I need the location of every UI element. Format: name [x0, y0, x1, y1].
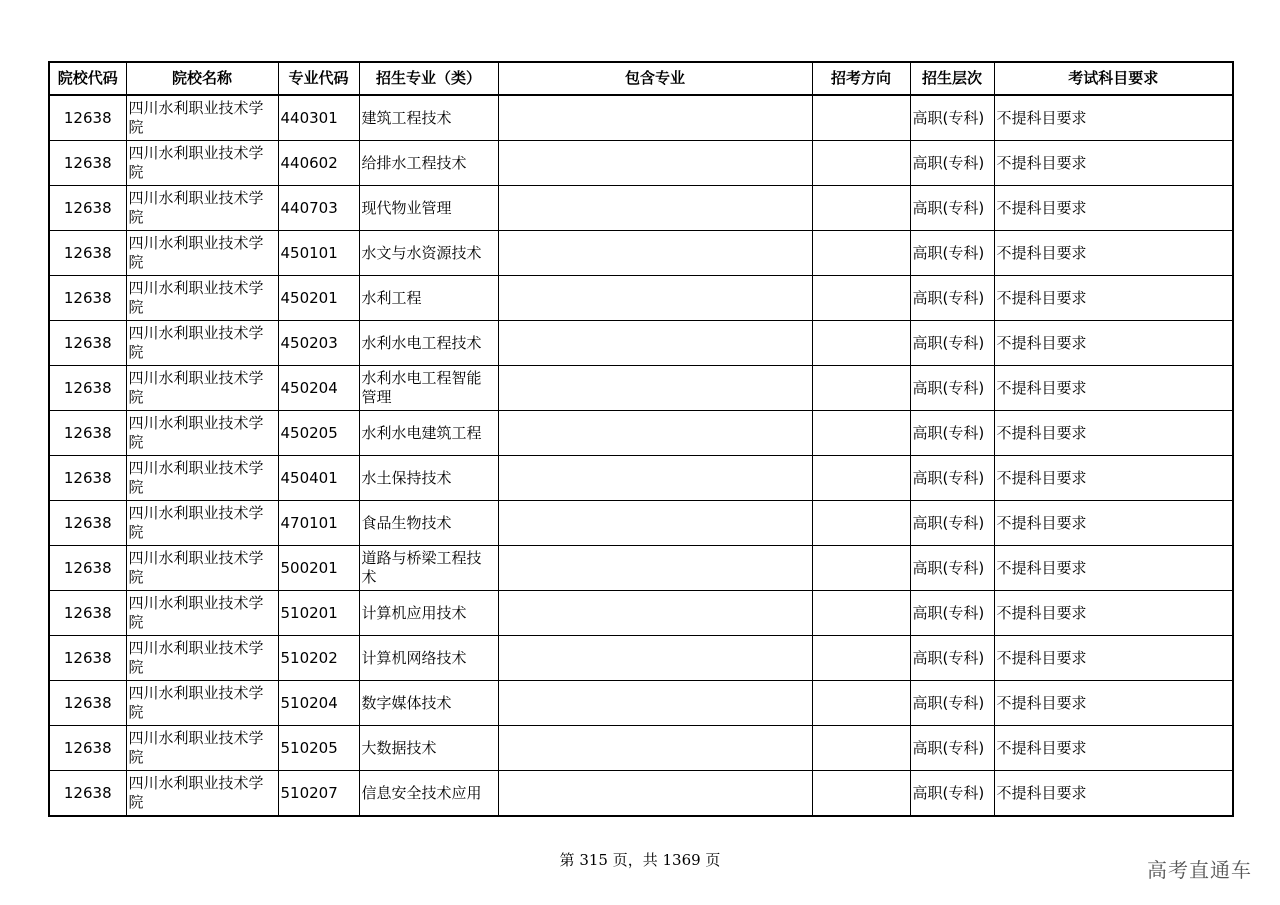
cell-direction [812, 231, 910, 276]
cell-school-code: 12638 [49, 231, 126, 276]
table-row [49, 321, 1233, 366]
table-row [49, 141, 1233, 186]
cell-school-code: 12638 [49, 276, 126, 321]
cell-level: 高职(专科) [910, 456, 994, 501]
cell-school-name: 四川水利职业技术学院 [126, 276, 278, 321]
table-row [49, 636, 1233, 681]
page-number: 第 315 页，共 1369 页 [559, 851, 721, 869]
table-row [49, 186, 1233, 231]
table-row [49, 501, 1233, 546]
cell-school-code: 12638 [49, 546, 126, 591]
cell-major-code: 510201 [278, 591, 359, 636]
cell-requirement: 不提科目要求 [994, 636, 1233, 681]
cell-includes [498, 726, 812, 771]
table-row [49, 546, 1233, 591]
cell-major: 道路与桥梁工程技术 [359, 546, 498, 591]
cell-school-code: 12638 [49, 321, 126, 366]
cell-major: 大数据技术 [359, 726, 498, 771]
cell-requirement: 不提科目要求 [994, 456, 1233, 501]
cell-requirement: 不提科目要求 [994, 591, 1233, 636]
cell-includes [498, 681, 812, 726]
cell-school-code: 12638 [49, 501, 126, 546]
cell-level: 高职(专科) [910, 636, 994, 681]
cell-major-code: 510205 [278, 726, 359, 771]
cell-direction [812, 771, 910, 817]
table-row [49, 771, 1233, 817]
cell-major-code: 500201 [278, 546, 359, 591]
cell-major: 水利水电建筑工程 [359, 411, 498, 456]
cell-school-name: 四川水利职业技术学院 [126, 231, 278, 276]
cell-requirement: 不提科目要求 [994, 681, 1233, 726]
cell-direction [812, 276, 910, 321]
cell-major-code: 450101 [278, 231, 359, 276]
header-school-name: 院校名称 [126, 62, 278, 95]
table-row [49, 726, 1233, 771]
cell-school-name: 四川水利职业技术学院 [126, 321, 278, 366]
cell-school-name: 四川水利职业技术学院 [126, 95, 278, 141]
cell-level: 高职(专科) [910, 141, 994, 186]
header-level: 招生层次 [910, 62, 994, 95]
cell-major: 现代物业管理 [359, 186, 498, 231]
cell-level: 高职(专科) [910, 501, 994, 546]
cell-major: 建筑工程技术 [359, 95, 498, 141]
cell-school-name: 四川水利职业技术学院 [126, 141, 278, 186]
cell-direction [812, 141, 910, 186]
cell-level: 高职(专科) [910, 411, 994, 456]
header-includes: 包含专业 [498, 62, 812, 95]
cell-includes [498, 141, 812, 186]
cell-includes [498, 95, 812, 141]
cell-school-name: 四川水利职业技术学院 [126, 546, 278, 591]
cell-includes [498, 321, 812, 366]
cell-major-code: 510202 [278, 636, 359, 681]
cell-school-name: 四川水利职业技术学院 [126, 366, 278, 411]
cell-level: 高职(专科) [910, 771, 994, 817]
cell-includes [498, 546, 812, 591]
cell-school-name: 四川水利职业技术学院 [126, 411, 278, 456]
cell-direction [812, 501, 910, 546]
cell-level: 高职(专科) [910, 591, 994, 636]
cell-major: 水文与水资源技术 [359, 231, 498, 276]
cell-direction [812, 546, 910, 591]
cell-major: 计算机应用技术 [359, 591, 498, 636]
cell-major: 信息安全技术应用 [359, 771, 498, 817]
cell-major-code: 510207 [278, 771, 359, 817]
cell-direction [812, 681, 910, 726]
cell-level: 高职(专科) [910, 95, 994, 141]
cell-requirement: 不提科目要求 [994, 726, 1233, 771]
table-row [49, 411, 1233, 456]
cell-school-name: 四川水利职业技术学院 [126, 636, 278, 681]
cell-level: 高职(专科) [910, 681, 994, 726]
cell-direction [812, 411, 910, 456]
cell-includes [498, 186, 812, 231]
cell-direction [812, 726, 910, 771]
cell-school-name: 四川水利职业技术学院 [126, 726, 278, 771]
header-direction: 招考方向 [812, 62, 910, 95]
cell-includes [498, 636, 812, 681]
cell-school-code: 12638 [49, 771, 126, 817]
cell-school-code: 12638 [49, 636, 126, 681]
cell-requirement: 不提科目要求 [994, 141, 1233, 186]
table-row [49, 95, 1233, 141]
cell-requirement: 不提科目要求 [994, 411, 1233, 456]
cell-school-name: 四川水利职业技术学院 [126, 771, 278, 817]
table-row [49, 276, 1233, 321]
cell-school-name: 四川水利职业技术学院 [126, 456, 278, 501]
cell-major: 给排水工程技术 [359, 141, 498, 186]
cell-school-name: 四川水利职业技术学院 [126, 681, 278, 726]
cell-direction [812, 591, 910, 636]
cell-school-name: 四川水利职业技术学院 [126, 591, 278, 636]
cell-requirement: 不提科目要求 [994, 771, 1233, 817]
cell-major: 水利水电工程智能管理 [359, 366, 498, 411]
cell-level: 高职(专科) [910, 546, 994, 591]
cell-major-code: 450201 [278, 276, 359, 321]
cell-includes [498, 231, 812, 276]
header-requirement: 考试科目要求 [994, 62, 1233, 95]
cell-school-code: 12638 [49, 141, 126, 186]
cell-major: 水利水电工程技术 [359, 321, 498, 366]
cell-requirement: 不提科目要求 [994, 231, 1233, 276]
cell-requirement: 不提科目要求 [994, 95, 1233, 141]
cell-requirement: 不提科目要求 [994, 366, 1233, 411]
cell-includes [498, 501, 812, 546]
cell-school-code: 12638 [49, 591, 126, 636]
cell-school-code: 12638 [49, 681, 126, 726]
cell-school-code: 12638 [49, 411, 126, 456]
cell-major: 水利工程 [359, 276, 498, 321]
table-row [49, 231, 1233, 276]
cell-school-name: 四川水利职业技术学院 [126, 186, 278, 231]
cell-major-code: 440301 [278, 95, 359, 141]
cell-requirement: 不提科目要求 [994, 546, 1233, 591]
cell-major: 水土保持技术 [359, 456, 498, 501]
cell-includes [498, 591, 812, 636]
cell-includes [498, 411, 812, 456]
cell-level: 高职(专科) [910, 726, 994, 771]
cell-includes [498, 366, 812, 411]
cell-major: 计算机网络技术 [359, 636, 498, 681]
cell-major-code: 440602 [278, 141, 359, 186]
cell-level: 高职(专科) [910, 231, 994, 276]
enrollment-table [48, 61, 1234, 817]
header-major: 招生专业（类） [359, 62, 498, 95]
cell-major-code: 450203 [278, 321, 359, 366]
cell-major: 数字媒体技术 [359, 681, 498, 726]
cell-major-code: 470101 [278, 501, 359, 546]
table-row [49, 456, 1233, 501]
cell-major-code: 440703 [278, 186, 359, 231]
cell-direction [812, 321, 910, 366]
cell-school-name: 四川水利职业技术学院 [126, 501, 278, 546]
cell-school-code: 12638 [49, 456, 126, 501]
cell-direction [812, 186, 910, 231]
cell-school-code: 12638 [49, 366, 126, 411]
cell-requirement: 不提科目要求 [994, 501, 1233, 546]
cell-direction [812, 95, 910, 141]
cell-direction [812, 456, 910, 501]
header-major-code: 专业代码 [278, 62, 359, 95]
cell-major-code: 450204 [278, 366, 359, 411]
table-row [49, 681, 1233, 726]
header-row [49, 62, 1233, 95]
cell-direction [812, 366, 910, 411]
cell-major: 食品生物技术 [359, 501, 498, 546]
cell-major-code: 450205 [278, 411, 359, 456]
table-row [49, 366, 1233, 411]
table-row [49, 591, 1233, 636]
cell-includes [498, 771, 812, 817]
watermark-logo: 高考直通车 [1147, 858, 1252, 882]
cell-includes [498, 276, 812, 321]
cell-school-code: 12638 [49, 95, 126, 141]
header-school-code: 院校代码 [49, 62, 126, 95]
cell-level: 高职(专科) [910, 321, 994, 366]
cell-level: 高职(专科) [910, 186, 994, 231]
cell-level: 高职(专科) [910, 276, 994, 321]
cell-requirement: 不提科目要求 [994, 186, 1233, 231]
cell-requirement: 不提科目要求 [994, 276, 1233, 321]
cell-level: 高职(专科) [910, 366, 994, 411]
cell-requirement: 不提科目要求 [994, 321, 1233, 366]
cell-major-code: 510204 [278, 681, 359, 726]
cell-includes [498, 456, 812, 501]
cell-school-code: 12638 [49, 726, 126, 771]
cell-direction [812, 636, 910, 681]
cell-school-code: 12638 [49, 186, 126, 231]
cell-major-code: 450401 [278, 456, 359, 501]
